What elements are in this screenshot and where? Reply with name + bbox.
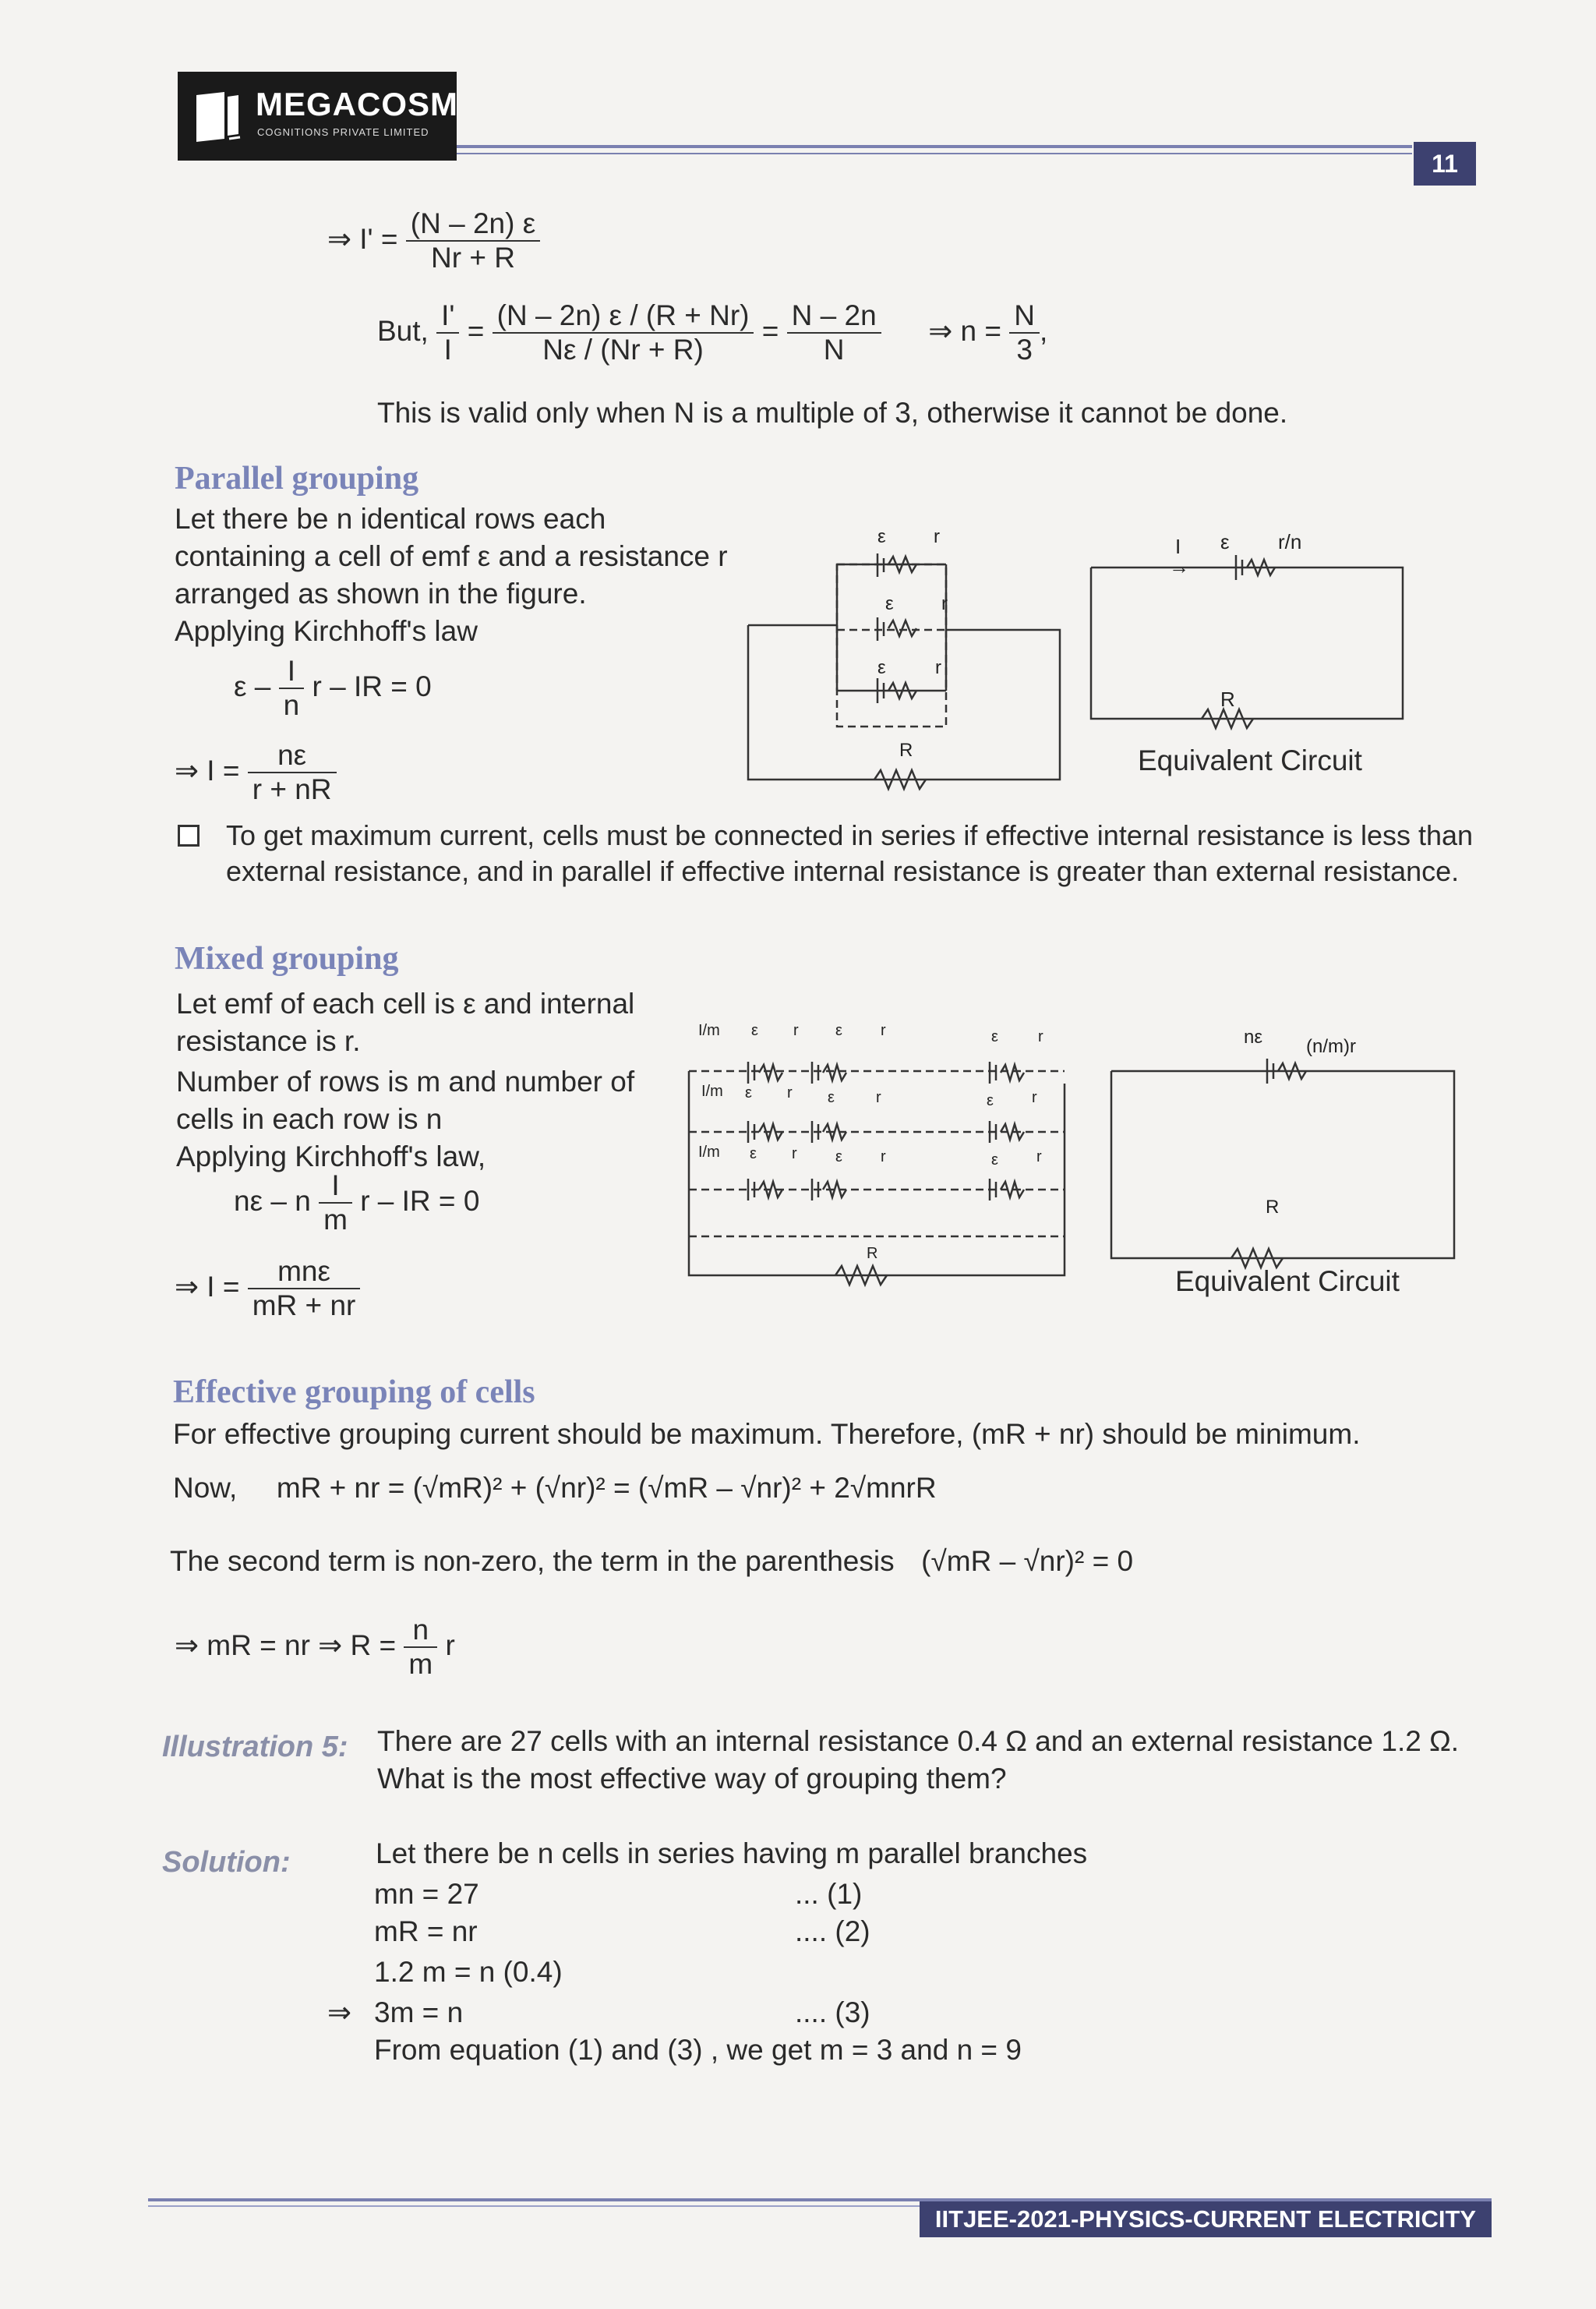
fraction: $\frac{(N - 2n) \varepsilon / (R + Nr)}{N\varepsilon / (Nr + R)}$ [493, 299, 754, 366]
valid-note: This is valid only when N is a multiple of 3, otherwise it cannot be done. [377, 397, 1288, 429]
solution-row: mR = nr .... (2) [374, 1915, 870, 1947]
eps-label: ε [987, 1092, 994, 1109]
effective-second-term: The second term is non-zero, the term in the parenthesis (√mR – √nr)² = 0 [170, 1545, 1134, 1577]
I-label: I [1175, 535, 1181, 558]
Im-label: I/m [701, 1083, 723, 1100]
page-number: 11 [1414, 142, 1476, 186]
text-line: arranged as shown in the figure. [175, 578, 587, 610]
eps-label: ε [991, 1151, 998, 1169]
eps-label: ε [835, 1148, 842, 1165]
r-label: r [881, 1022, 886, 1039]
solution-row: 1.2 m = n (0.4) [374, 1956, 563, 1988]
parallel-kirchhoff-eq: ε – $\frac{I}{n}$ r – IR = 0 [234, 655, 432, 721]
logo-subtitle: COGNITIONS PRIVATE LIMITED [257, 126, 429, 138]
implies-n: ⇒ n = [928, 314, 1001, 347]
text-line: cells in each row is n [176, 1103, 443, 1135]
fraction: $\frac{n}{m}$ [404, 1614, 437, 1681]
eps-label: ε [751, 1022, 758, 1039]
logo-name: MEGACOSM [256, 86, 458, 122]
Im-label: I/m [698, 1144, 720, 1161]
mixed-circuit-diagram [683, 1017, 1072, 1297]
parallel-current-eq: ⇒ I = $\frac{n\varepsilon}{r + nR}$ [175, 739, 337, 806]
fraction: $\frac{n\varepsilon}{r + nR}$ [248, 739, 337, 806]
eps-label: ε [750, 1145, 757, 1162]
effective-now-eq: Now, mR + nr = (√mR)² + (√nr)² = (√mR – √nr)² + 2√mnrR [173, 1472, 937, 1504]
R-label: R [867, 1245, 878, 1262]
r-label: r [1038, 1028, 1043, 1045]
fraction: $\frac{N - 2n}{N}$ [787, 299, 881, 366]
r-label: r [1032, 1089, 1037, 1106]
mixed-kirchhoff-eq: nε – n $\frac{I}{m}$ r – IR = 0 [234, 1169, 480, 1236]
fraction: $\frac{I'}{I}$ [436, 299, 459, 366]
effective-line1: For effective grouping current should be maximum. Therefore, (mR + nr) should be minimum. [173, 1418, 1361, 1450]
equivalent-circuit-caption: Equivalent Circuit [1175, 1265, 1400, 1297]
eps-label: ε [877, 657, 886, 678]
eps-label: ε [877, 526, 886, 547]
illustration-label: Illustration 5: [162, 1731, 348, 1763]
mixed-equivalent-circuit [1103, 1017, 1462, 1282]
r-label: r [941, 593, 948, 614]
nmr-label: (n/m)r [1306, 1036, 1356, 1057]
rn-label: r/n [1278, 530, 1302, 553]
eps-label: ε [835, 1022, 842, 1039]
r-label: r [934, 526, 940, 547]
current-arrow: → [1169, 555, 1189, 578]
eq-i-prime [327, 207, 540, 274]
illustration-line: There are 27 cells with an internal resistance 0.4 Ω and an external resistance 1.2 Ω. [377, 1725, 1460, 1757]
fraction: $\frac{I}{n}$ [279, 655, 305, 722]
r-label: r [935, 657, 941, 678]
section-heading-mixed: Mixed grouping [175, 941, 399, 977]
mixed-description [176, 985, 634, 1176]
r-label: r [793, 1022, 799, 1039]
solution-label: Solution: [162, 1846, 291, 1879]
solution-final: From equation (1) and (3) , we get m = 3 and n = 9 [374, 2034, 1022, 2066]
r-label: r [787, 1084, 793, 1101]
fraction: $\frac{\text{mnε}}{mR + nr}$ [248, 1255, 361, 1322]
text-line: Number of rows is m and number of [176, 1066, 635, 1098]
Im-label: I/m [698, 1022, 720, 1039]
eq-lhs: ⇒ I' = [327, 222, 398, 255]
text-line: containing a cell of emf ε and a resistance r [175, 540, 728, 572]
eps-label: ε [991, 1028, 998, 1045]
r-label: r [881, 1148, 886, 1165]
text-line: Let there be n identical rows each [175, 503, 606, 535]
cell-symbol [877, 553, 916, 703]
eq-but: But, $\frac{I'}{I}$ = $\frac{(N - 2n) \varepsilon / (R + Nr)}{N\varepsilon / (Nr + R)}$ = $\frac{N - 2n}{N}$ ⇒ n = $\frac{N}{3}$ , [377, 299, 1048, 366]
solution-row: mn = 27 ... (1) [374, 1878, 863, 1910]
r-label: r [792, 1145, 797, 1162]
checkbox-bullet-icon [178, 825, 200, 847]
fraction: $\frac{N}{3}$ [1009, 299, 1040, 366]
R-label: R [899, 740, 913, 761]
fraction: $\frac{(N - 2n) \varepsilon}{Nr + R}$ [406, 207, 540, 274]
R-label: R [1266, 1197, 1280, 1218]
section-heading-parallel: Parallel grouping [175, 461, 419, 497]
effective-result: ⇒ mR = nr ⇒ R = $\frac{n}{m}$ r [175, 1614, 455, 1680]
section-heading-effective: Effective grouping of cells [173, 1374, 535, 1410]
r-label: r [1036, 1148, 1042, 1165]
ne-label: nε [1244, 1027, 1263, 1048]
eps-label: ε [885, 593, 894, 614]
parallel-description [175, 500, 728, 650]
header-rule-thin [457, 153, 1412, 154]
text-line: Applying Kirchhoff's law [175, 615, 478, 647]
logo-book-icon [193, 89, 242, 145]
solution-row: ⇒ 3m = n .... (3) [327, 1996, 870, 2028]
R-label: R [1220, 688, 1235, 711]
eps-label: ε [745, 1084, 752, 1101]
note-line: external resistance, and in parallel if effective internal resistance is greater than external resistance. [226, 855, 1460, 887]
text-line: Applying Kirchhoff's law, [176, 1140, 486, 1172]
header-rule [457, 145, 1412, 148]
mixed-current-eq: ⇒ I = $\frac{\text{mnε}}{mR + nr}$ [175, 1255, 360, 1322]
text-line: resistance is r. [176, 1025, 361, 1057]
header-logo [178, 72, 457, 161]
parallel-equivalent-circuit [1083, 522, 1411, 741]
but-label: But, [377, 314, 429, 347]
illustration-line: What is the most effective way of grouping them? [377, 1763, 1007, 1795]
eps-label: ε [828, 1089, 835, 1106]
footer-label: IITJEE-2021-PHYSICS-CURRENT ELECTRICITY [920, 2201, 1492, 2237]
fraction: $\frac{I}{m}$ [319, 1169, 352, 1236]
text-line: Let emf of each cell is ε and internal [176, 988, 635, 1020]
equivalent-circuit-caption: Equivalent Circuit [1138, 744, 1362, 776]
solution-line: Let there be n cells in series having m parallel branches [376, 1837, 1088, 1869]
r-label: r [876, 1089, 881, 1106]
parallel-circuit-diagram [740, 522, 1068, 795]
note-line: To get maximum current, cells must be connected in series if effective internal resistance is less than [226, 819, 1474, 851]
eps-label: ε [1220, 530, 1230, 553]
